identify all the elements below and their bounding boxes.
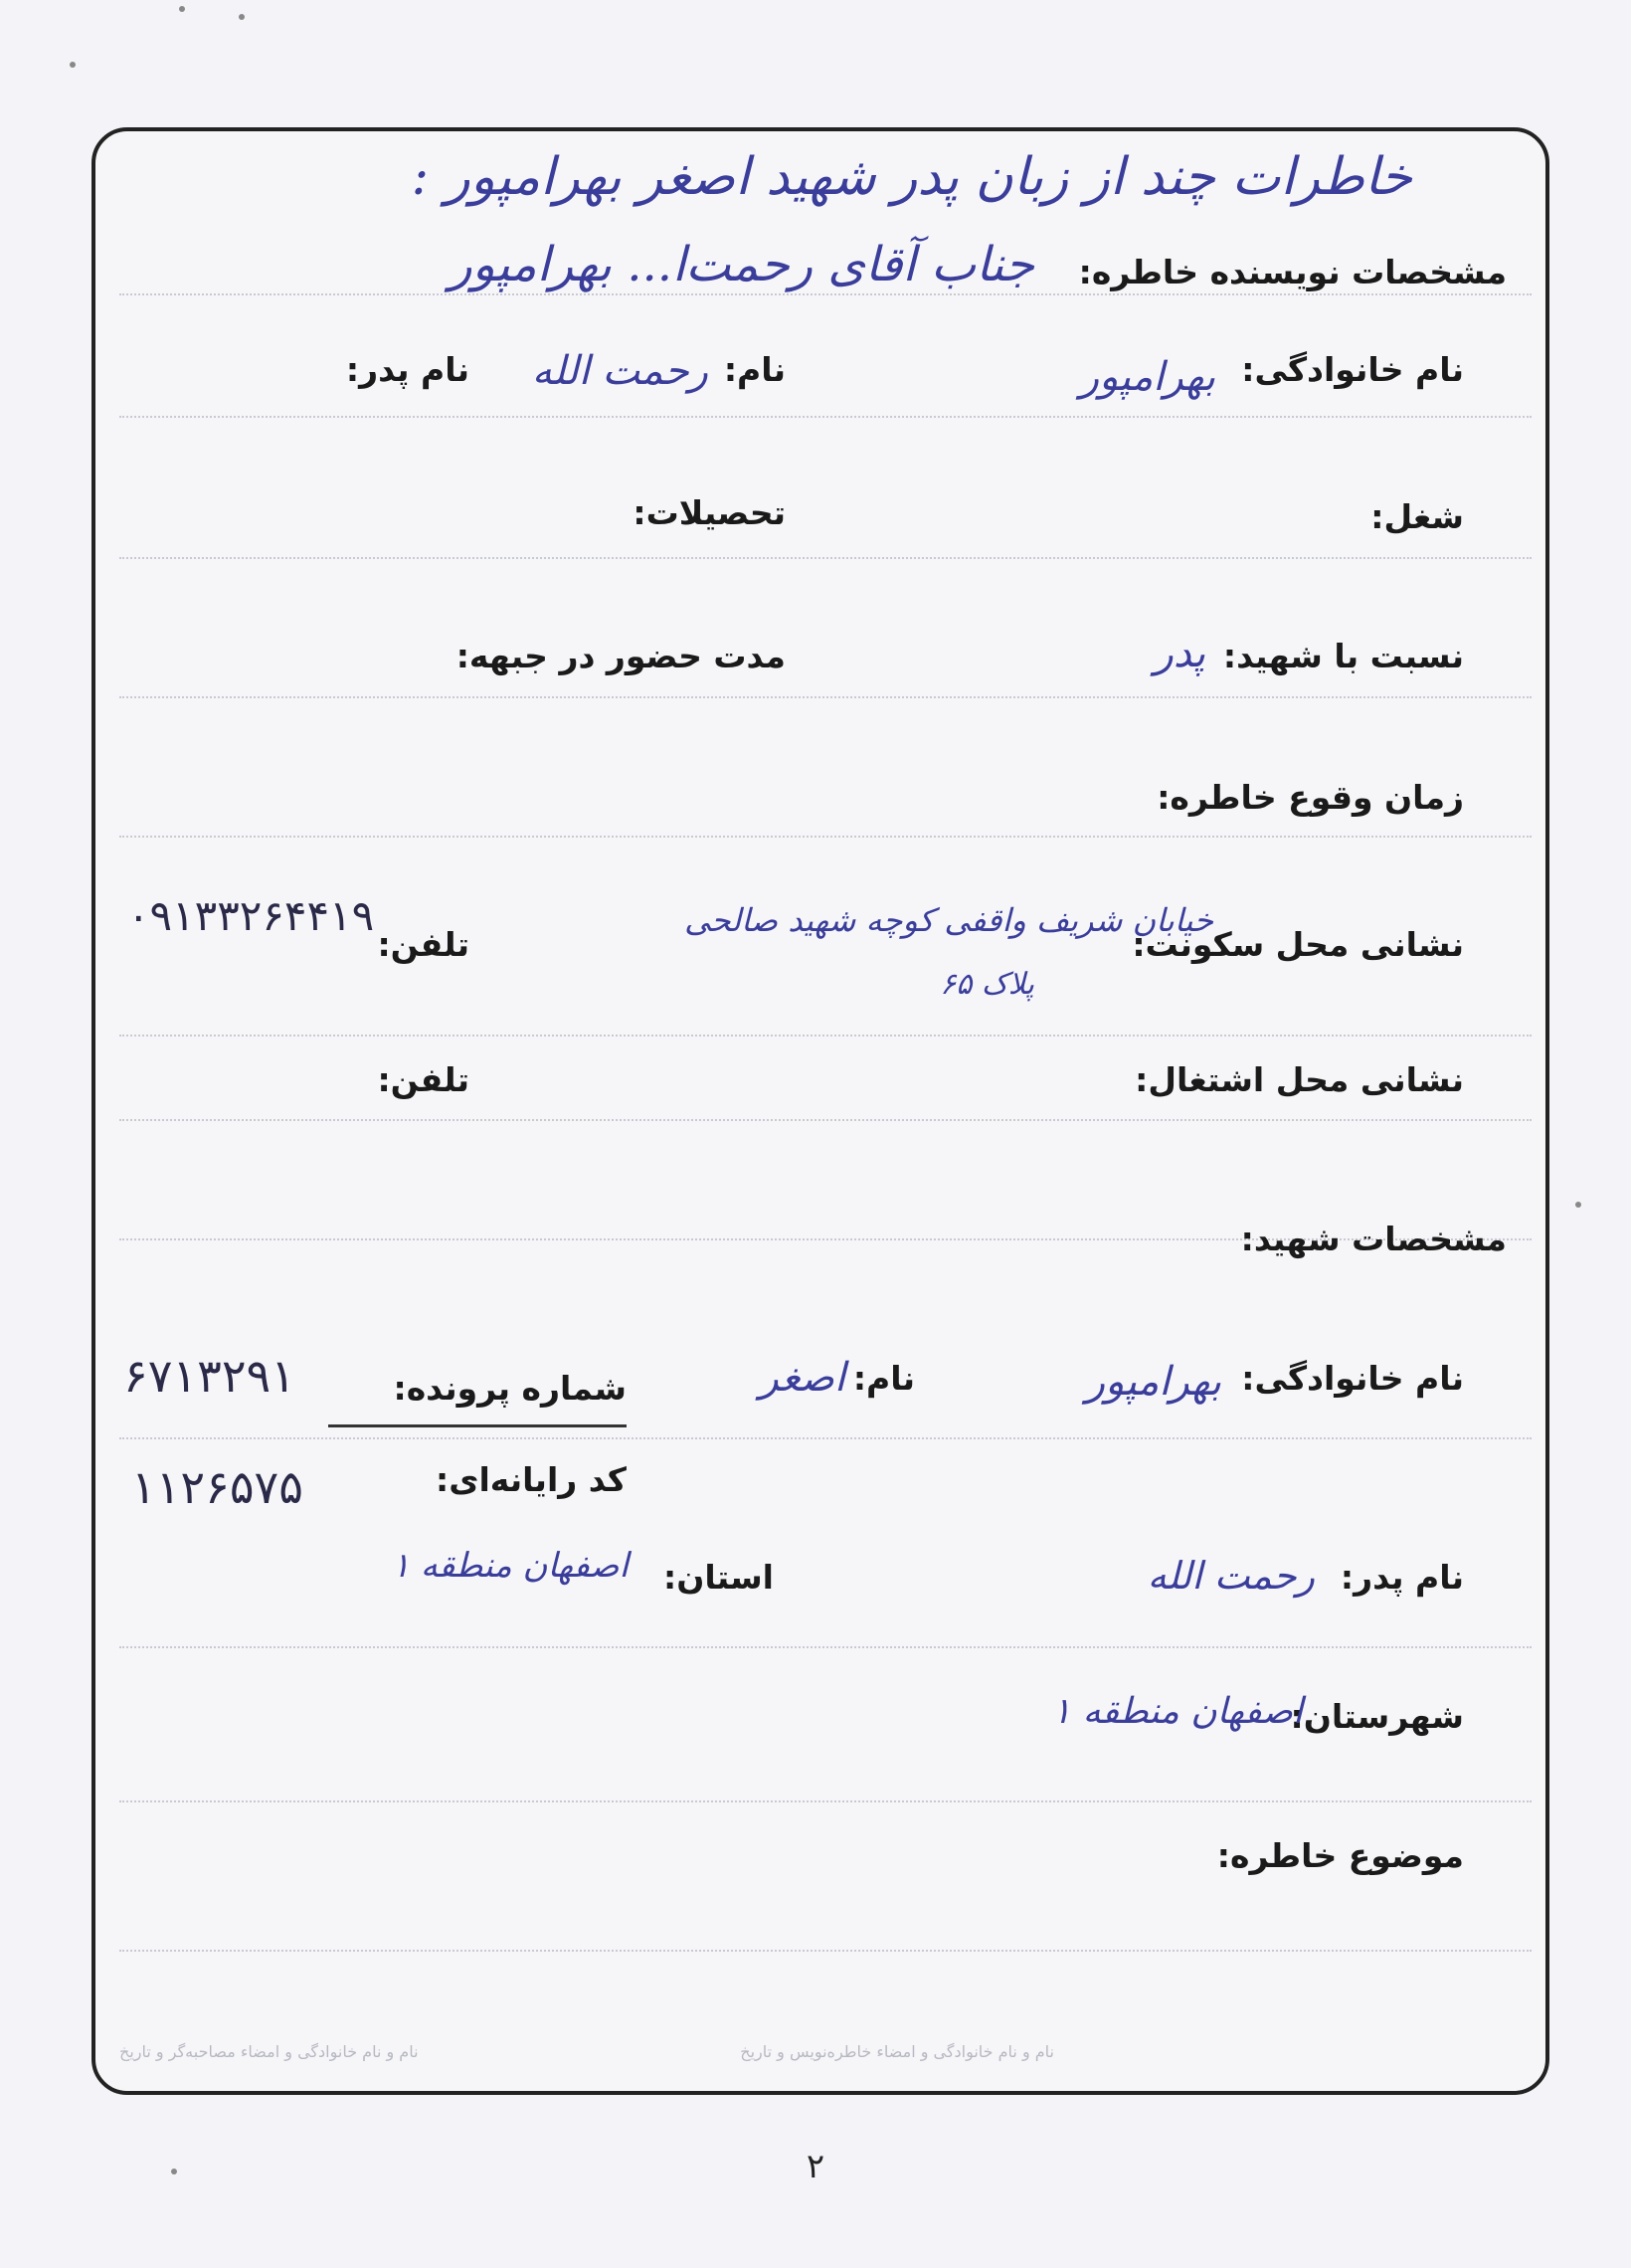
writer-job-label: شغل:	[1370, 497, 1464, 536]
footer-interviewer-signature: نام و نام خانوادگی و امضاء مصاحبه‌گر و تاریخ	[119, 2042, 419, 2061]
ruled-line	[119, 1800, 1532, 1802]
writer-front-duration-label: مدت حضور در جبهه:	[455, 637, 786, 675]
ruled-line	[119, 1950, 1532, 1952]
martyr-file-number-label: شماره پرونده:	[393, 1369, 627, 1408]
ruled-line	[119, 416, 1532, 418]
writer-work-phone-label: تلفن:	[377, 1060, 469, 1099]
scan-speck	[179, 6, 185, 12]
martyr-first-name-value: اصغر	[759, 1355, 845, 1401]
ruled-line	[119, 1035, 1532, 1037]
handwritten-title-line1: خاطرات چند از زبان پدر شهید اصغر بهرامپور :	[411, 147, 1412, 207]
writer-relation-value: پدر	[1154, 631, 1205, 676]
martyr-file-number-value: ۶۷۱۳۲۹۱	[123, 1349, 295, 1403]
writer-father-name-label: نام پدر:	[345, 350, 469, 389]
ruled-line	[119, 1646, 1532, 1648]
martyr-family-name-label: نام خانوادگی:	[1241, 1359, 1464, 1398]
ruled-line	[119, 1119, 1532, 1121]
writer-memory-time-label: زمان وقوع خاطره:	[1157, 778, 1464, 817]
scan-speck	[1575, 1202, 1581, 1208]
martyr-father-name-label: نام پدر:	[1340, 1558, 1464, 1597]
ruled-line	[119, 557, 1532, 559]
martyr-computer-code-value: ۱۱۲۶۵۷۵	[131, 1460, 303, 1514]
writer-work-address-label: نشانی محل اشتغال:	[1135, 1060, 1464, 1099]
writer-family-name-value: بهرامپور	[1079, 354, 1215, 400]
writer-home-address-value2: پلاک ۶۵	[940, 967, 1034, 1002]
martyr-father-name-value: رحمت الله	[1147, 1554, 1315, 1598]
martyr-first-name-label: نام:	[852, 1359, 915, 1398]
martyr-section-label: مشخصات شهید:	[1240, 1220, 1507, 1258]
martyr-city-value: اصفهان منطقه ۱	[1051, 1691, 1303, 1732]
page-number: ۲	[806, 2147, 825, 2186]
scan-speck	[70, 62, 76, 68]
writer-home-address-label: نشانی محل سکونت:	[1132, 925, 1464, 964]
scan-speck	[239, 14, 245, 20]
writer-first-name-label: نام:	[723, 350, 786, 389]
topic-label: موضوع خاطره:	[1216, 1836, 1464, 1875]
writer-education-label: تحصیلات:	[633, 493, 786, 532]
writer-first-name-value: رحمت الله	[531, 348, 708, 394]
martyr-province-value: اصفهان منطقه ۱	[391, 1546, 629, 1586]
handwritten-title-line2: جناب آقای رحمت‌ا... بهرامپور	[449, 237, 1034, 292]
ruled-line	[119, 836, 1532, 838]
file-number-underline	[328, 1424, 627, 1427]
writer-home-address-value: خیابان شریف واقفی کوچه شهید صالحی	[684, 901, 1213, 939]
ruled-line	[119, 696, 1532, 698]
footer-writer-signature: نام و نام خانوادگی و امضاء خاطره‌نویس و تاریخ	[740, 2042, 1054, 2061]
martyr-city-label: شهرستان:	[1290, 1697, 1464, 1736]
writer-home-phone-label: تلفن:	[377, 925, 469, 964]
ruled-line	[119, 293, 1532, 295]
martyr-computer-code-label: کد رایانه‌ای:	[436, 1460, 627, 1499]
writer-home-phone-value: ۰۹۱۳۳۲۶۴۴۱۹	[127, 891, 375, 940]
ruled-line	[119, 1437, 1532, 1439]
martyr-family-name-value: بهرامپور	[1085, 1359, 1221, 1405]
writer-family-name-label: نام خانوادگی:	[1241, 350, 1464, 389]
martyr-province-label: استان:	[663, 1558, 774, 1597]
writer-section-label: مشخصات نویسنده خاطره:	[1078, 253, 1507, 291]
writer-relation-label: نسبت با شهید:	[1222, 637, 1464, 675]
